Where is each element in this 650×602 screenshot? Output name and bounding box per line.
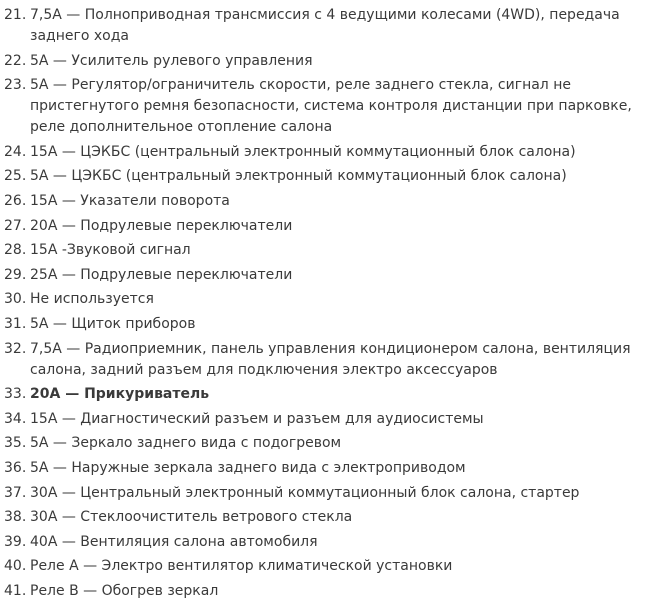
fuse-list-item bbox=[0, 581, 634, 602]
fuse-description: 30А — Центральный электронный коммутационный блок салона, стартер bbox=[30, 484, 580, 501]
fuse-description: 5А — Усилитель рулевого управления bbox=[30, 52, 313, 69]
fuse-list-item bbox=[0, 240, 634, 261]
fuse-number: 32. bbox=[4, 340, 27, 357]
fuse-number: 30. bbox=[4, 291, 27, 308]
fuse-list-item bbox=[0, 166, 634, 187]
fuse-list-item bbox=[0, 532, 634, 553]
fuse-description: 15А — ЦЭКБС (центральный электронный коммутационный блок салона) bbox=[30, 143, 576, 160]
fuse-number: 36. bbox=[4, 459, 27, 476]
fuse-description: 7,5А — Полноприводная трансмиссия с 4 ведущими колесами (4WD), передача заднего хода bbox=[30, 7, 620, 44]
fuse-description: 30А — Стеклоочиститель ветрового стекла bbox=[30, 509, 353, 526]
fuse-description: Реле В — Обогрев зеркал bbox=[30, 582, 219, 599]
fuse-description: 40А — Вентиляция салона автомобиля bbox=[30, 533, 318, 550]
fuse-list-item bbox=[0, 483, 634, 504]
fuse-description: 15А — Указатели поворота bbox=[30, 192, 230, 209]
fuse-list-item bbox=[0, 314, 634, 335]
fuse-number: 41. bbox=[4, 582, 27, 599]
fuse-list-item bbox=[0, 339, 634, 381]
fuse-number: 37. bbox=[4, 484, 27, 501]
fuse-description: 5А — ЦЭКБС (центральный электронный коммутационный блок салона) bbox=[30, 168, 567, 185]
fuse-list-item bbox=[0, 191, 634, 212]
fuse-number: 33. bbox=[4, 386, 27, 403]
fuse-list-item bbox=[0, 556, 634, 577]
fuse-description: 5А — Зеркало заднего вида с подогревом bbox=[30, 435, 342, 452]
fuse-number: 25. bbox=[4, 168, 27, 185]
fuse-description: 5А — Наружные зеркала заднего вида с электроприводом bbox=[30, 459, 466, 476]
fuse-list-item bbox=[0, 289, 634, 310]
fuse-number: 38. bbox=[4, 509, 27, 526]
fuse-list-item bbox=[0, 433, 634, 454]
fuse-description: 20А — Подрулевые переключатели bbox=[30, 217, 293, 234]
fuse-description: 25А — Подрулевые переключатели bbox=[30, 266, 293, 283]
fuse-description: 20А — Прикуриватель bbox=[30, 386, 210, 403]
fuse-number: 34. bbox=[4, 410, 27, 427]
fuse-number: 28. bbox=[4, 242, 27, 259]
fuse-number: 40. bbox=[4, 558, 27, 575]
fuse-description: Реле А — Электро вентилятор климатической установки bbox=[30, 558, 453, 575]
fuse-number: 23. bbox=[4, 77, 27, 94]
fuse-description: 5А — Регулятор/ограничитель скорости, реле заднего стекла, сигнал не пристегнутого ремня безопасности, система контроля дистанции при парковке, реле дополнительное отопление салона bbox=[30, 77, 632, 136]
fuse-description: Не используется bbox=[30, 291, 154, 308]
fuse-description: 5А — Щиток приборов bbox=[30, 315, 196, 332]
fuse-number: 29. bbox=[4, 266, 27, 283]
fuse-number: 31. bbox=[4, 315, 27, 332]
fuse-list-item bbox=[0, 5, 634, 47]
fuse-list-item bbox=[0, 51, 634, 72]
fuse-list-item bbox=[0, 265, 634, 286]
fuse-number: 35. bbox=[4, 435, 27, 452]
fuse-list-item bbox=[0, 216, 634, 237]
fuse-list bbox=[0, 5, 650, 602]
fuse-list-item bbox=[0, 458, 634, 479]
fuse-number: 39. bbox=[4, 533, 27, 550]
fuse-list-item bbox=[0, 75, 634, 138]
fuse-description: 15А — Диагностический разъем и разъем для аудиосистемы bbox=[30, 410, 484, 427]
fuse-number: 22. bbox=[4, 52, 27, 69]
fuse-list-item bbox=[0, 142, 634, 163]
fuse-description: 7,5А — Радиоприемник, панель управления кондиционером салона, вентиляция салона, задний разъем для подключения электро аксессуаров bbox=[30, 340, 631, 378]
fuse-list-item bbox=[0, 384, 634, 405]
fuse-list-item bbox=[0, 507, 634, 528]
fuse-number: 26. bbox=[4, 192, 27, 209]
fuse-number: 24. bbox=[4, 143, 27, 160]
fuse-number: 27. bbox=[4, 217, 27, 234]
fuse-list-item bbox=[0, 409, 634, 430]
fuse-number: 21. bbox=[4, 7, 27, 23]
fuse-description: 15А -Звуковой сигнал bbox=[30, 242, 191, 259]
